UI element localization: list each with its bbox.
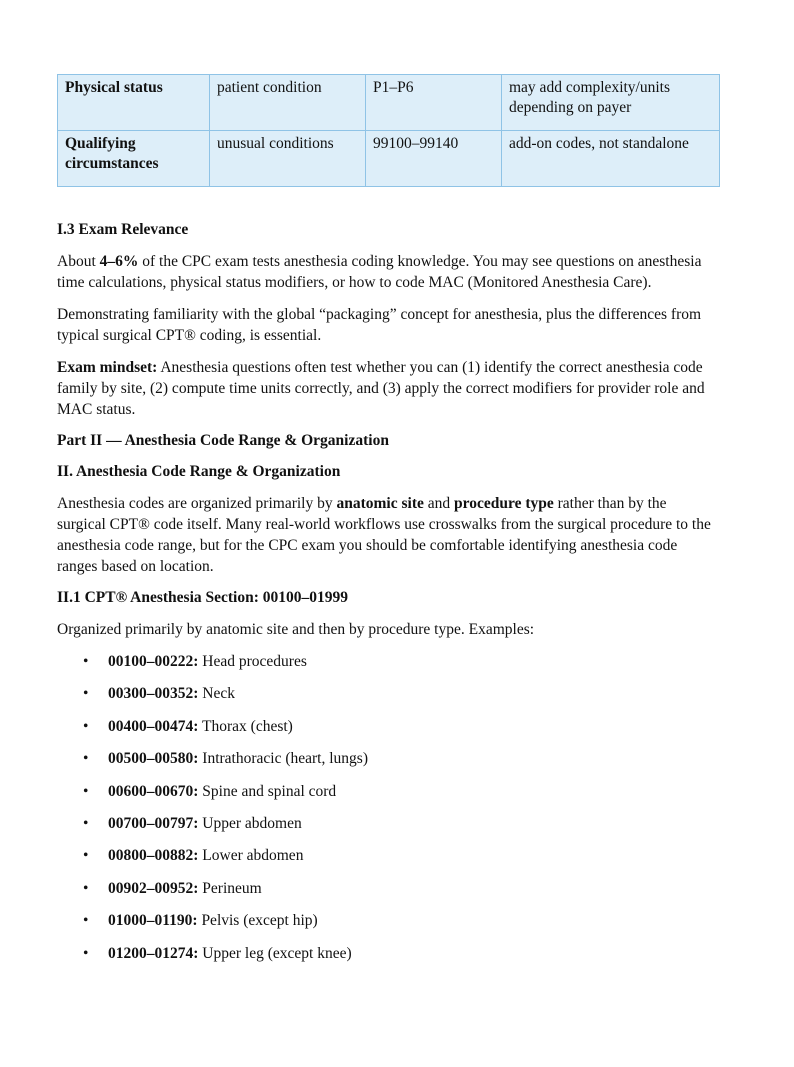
range-description: Spine and spinal cord [198,782,337,800]
percentage-highlight: 4–6% [99,253,139,270]
bullet: • [83,879,89,897]
range-description: Pelvis (except hip) [197,912,318,930]
table-cell-codes: P1–P6 [366,75,502,131]
list-item [57,878,719,910]
bullet: • [83,782,89,800]
exam-relevance-heading: I.3 Exam Relevance [57,221,189,238]
range-description: Upper abdomen [198,814,302,832]
bullet: • [83,653,89,670]
table-row [58,75,720,131]
code-range: 00600–00670: [108,782,199,800]
range-description: Head procedures [198,653,307,670]
range-description: Intrathoracic (heart, lungs) [198,750,368,768]
code-range: 01200–01274: [108,944,199,962]
code-range: 00902–00952: [108,879,199,897]
code-range: 00100–00222: [108,653,199,670]
table-cell-description: unusual conditions [210,131,366,187]
range-description: Perineum [198,879,262,897]
exam-relevance-paragraph [57,251,719,293]
modifier-table [57,74,720,187]
list-item [57,651,719,683]
list-item [57,716,719,748]
document-page [57,74,719,975]
subsection-intro: Organized primarily by anatomic site and then by procedure type. Examples: [57,621,535,638]
list-item [57,910,719,942]
bullet: • [83,944,89,962]
list-item [57,748,719,780]
table-cell-category: Physical status [58,75,210,131]
code-range: 00300–00352: [108,685,199,703]
table-cell-notes: may add complexity/units depending on payer [502,75,720,131]
bold-term: procedure type [454,495,554,512]
code-range: 00800–00882: [108,847,199,865]
bullet: • [83,847,89,865]
bullet: • [83,912,89,930]
exam-mindset-label: Exam mindset: [57,359,158,376]
table-cell-notes: add-on codes, not standalone [502,131,720,187]
subsection-heading: II.1 CPT® Anesthesia Section: 00100–01999 [57,589,349,606]
range-description: Thorax (chest) [198,717,293,735]
text-run: of the CPC exam tests anesthesia coding knowledge. You may see questions on anesthesia time calculations, physical status modifiers, or how to code MAC (Monitored Anesthesia Care). [57,253,702,291]
bullet: • [83,750,89,768]
table-row [58,131,720,187]
list-item [57,683,719,715]
list-item [57,845,719,877]
text-run: rather than by the surgical CPT® code itself. Many real-world workflows use crosswalks from the surgical procedure to the anesthesia code range, but for the CPC exam you should be comfortable identifying anesthesia code ranges based on location. [57,495,711,575]
table-cell-category: Qualifying circumstances [58,131,210,187]
code-range: 00500–00580: [108,750,199,768]
section-heading: II. Anesthesia Code Range & Organization [57,463,341,480]
bullet: • [83,814,89,832]
code-range: 01000–01190: [108,912,198,930]
bullet: • [83,717,89,735]
range-description: Neck [198,685,235,703]
list-item [57,943,719,975]
text-run: and [423,495,455,512]
range-description: Lower abdomen [198,847,304,865]
code-range: 00400–00474: [108,717,199,735]
text-run: Anesthesia codes are organized primarily by [57,495,337,512]
code-range-list [57,651,719,975]
table-cell-codes: 99100–99140 [366,131,502,187]
bold-term: anatomic site [336,495,424,512]
organization-paragraph [57,493,719,577]
text-run: Anesthesia questions often test whether you can (1) identify the correct anesthesia code family by site, (2) compute time units correctly, and (3) apply the correct modifiers for provider role and MAC status. [57,359,705,418]
list-item [57,781,719,813]
packaging-paragraph: Demonstrating familiarity with the global “packaging” concept for anesthesia, plus the differences from typical surgical CPT® coding, is essential. [57,306,702,344]
table-cell-description: patient condition [210,75,366,131]
exam-mindset-paragraph [57,357,719,420]
list-item [57,813,719,845]
bullet: • [83,685,89,703]
part-heading: Part II — Anesthesia Code Range & Organization [57,432,389,449]
range-description: Upper leg (except knee) [198,944,352,962]
document-body [57,220,719,975]
text-run: About [57,253,100,270]
code-range: 00700–00797: [108,814,199,832]
